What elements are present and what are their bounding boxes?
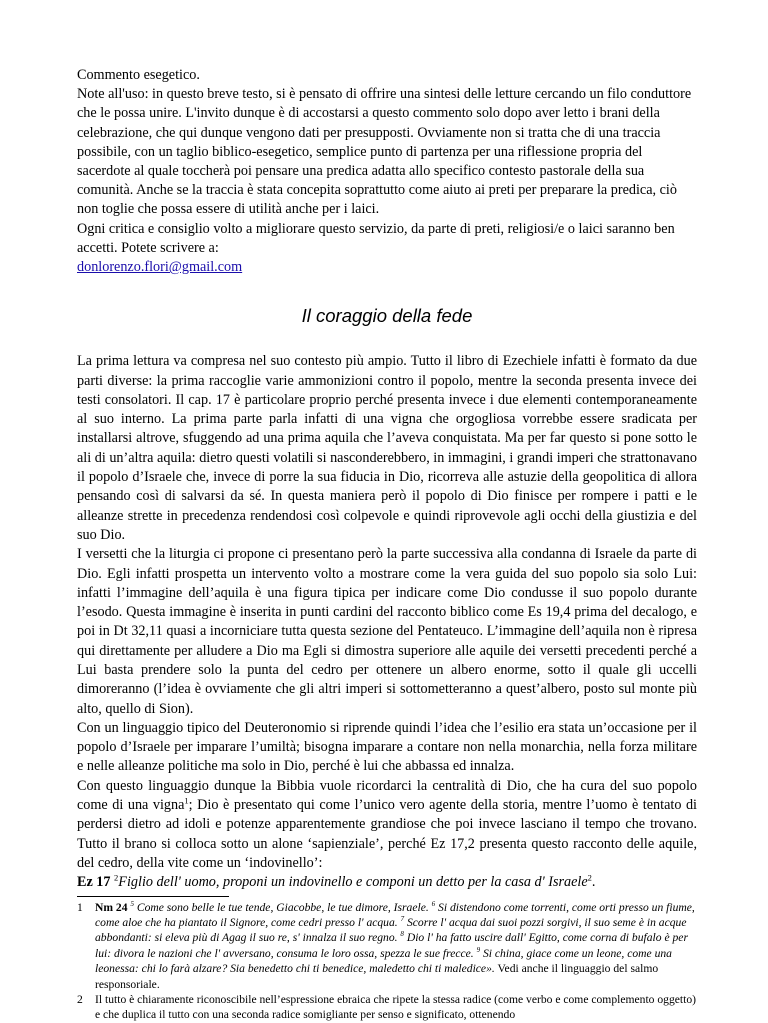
quote-text: Figlio dell' uomo, proponi un indovinello e componi un detto per la casa d' Israele	[118, 874, 588, 891]
footnote-ref-1[interactable]: 1	[184, 795, 189, 806]
email-link[interactable]: donlorenzo.flori@gmail.com	[77, 259, 243, 276]
document-page	[77, 66, 697, 1023]
quote-reference: Ez 17	[77, 874, 111, 891]
footnote-1: 1 Nm 24 $^5$ Come sono belle le tue tende, Giacobbe, le tue dimore, Israele. $^6$ Si distendono come torrenti, come orti presso un fiume, come aloe che ha piantato il Signore, come cedri presso l' acqua. $^7$ Scorre l' acqua dai suoi pozzi sorgivi, il suo seme è in acque abbondanti: si eleva più di Agag il suo re, s' innalza il suo regno. $^8$ Dio l' ha fatto uscire dall' Egitto, come corna di bufalo è per lui: divora le nazioni che l' avversano, consuma le loro ossa, spezza le sue frecce. $^9$ Si china, giace come un leone, come una leonessa: chi lo farà alzare? Sia benedetto chi ti benedice, maledetto chi ti maledice». Vedi anche il linguaggio del salmo responsoriale.	[77, 899, 695, 991]
note-text: Note all'uso: in questo breve testo, si è pensato di offrire una sintesi delle letture cercando un filo conduttore che le possa unire. L'invito dunque è di accostarsi a questo commento solo dopo aver letto i brani della celebrazione, che qui dunque vengono dati per presupposti. Ovviamente non si tratta che di una traccia possibile, con un taglio biblico-esegetico, semplice punto di partenza per una riflessione propria del sacerdote al quale toccherà poi pensare una predica adatta allo specifico contesto pastorale della sua comunità. Anche se la traccia è stata concepita soprattutto come aiuto ai preti per preparare la predica, ciò non toglie che possa essere di utilità anche per i laici.	[77, 86, 692, 218]
paragraph-2: I versetti che la liturgia ci propone ci presentano però la parte successiva alla condanna di Israele da parte di Dio. Egli infatti prospetta un intervento volto a mostrare come la vera guida del suo popolo sia solo Lui: infatti l’immagine dell’aquila è una figura tipica per indicare come Dio condusse il suo popolo durante l’esodo. Questa immagine è inserita in punti cardini del racconto biblico come Es 19,4 prima del decalogo, e poi in Dt 32,11 quasi a incorniciare tutta questa sezione del Pentateuco. L’immagine dell’aquila non è ripresa qui direttamente per alludere a Dio ma Egli si dimostra superiore alle aquile dei versetti precedenti perché a Lui basta prendere solo la punta del cedro per ottenere un albero enorme, sotto il quale gli uccelli dimoreranno (l’idea è ovviamente che gli altri imperi si sottometteranno a quest’albero, posto sul monte più alto, quello di Sion).	[77, 546, 697, 717]
usage-note	[77, 66, 697, 277]
paragraph-4: Con questo linguaggio dunque la Bibbia vuole ricordarci la centralità di Dio, che ha cura del suo popolo come di una vigna$^1$; Dio è presentato qui come l’unico vero agente della storia, mentre l’uomo è tentato di perdersi dietro ad idoli e potenze apparentemente grandiose che poi invece lasciano il tempo che trovano. Tutto il brano si colloca sotto un alone ‘sapienziale’, perché Ez 17,2 presenta questo racconto delle aquile, del cedro, della vite come un ‘indovinello’:	[77, 777, 697, 871]
commentary-body	[77, 352, 697, 892]
paragraph-3: Con un linguaggio tipico del Deuteronomio si riprende quindi l’idea che l’esilio era stata un’occasione per il popolo d’Israele per imparare l’umiltà; bisogna imparare a contare non nella monarchia, nella forza militare e nelle alleanze politiche ma solo in Dio, perché è lui che abbassa ed innalza.	[77, 719, 697, 775]
footnote-ref-2[interactable]: 2	[587, 872, 592, 883]
note-contact: Ogni critica e consiglio volto a migliorare questo servizio, da parte di preti, religiosi/e o laici saranno ben accetti. Potete scrivere a:	[77, 220, 675, 256]
paragraph-1: La prima lettura va compresa nel suo contesto più ampio. Tutto il libro di Ezechiele infatti è formato da due parti diverse: la prima raccoglie varie ammonizioni contro il popolo, mentre la seconda presenta invece dei testi consolatori. Il cap. 17 è particolare proprio perché presenta invece i due elementi contemporaneamente al suo interno. La prima parte parla infatti di una vigna che orgogliosa vorrebbe essere sradicata per installarsi altrove, sfuggendo ad una prima aquila che l’aveva conquistata. Ma per far questo si pone sotto le ali di un’altra aquila: dietro questi volatili si nasconderebbero, in immagini, i grandi imperi che strattonavano il popolo d’Israele che, invece di porre la sua fiducia in Dio, ricorreva alle astuzie della geopolitica di allora pensando così di salvarsi da sé. In questa maniera però il popolo di Dio finisce per rompere i patti e le alleanze strette in precedenza rendendosi così colpevole e quindi riprovevole agli occhi della giustizia e del suo Dio.	[77, 353, 697, 543]
footnote-2: 2 Il tutto è chiaramente riconoscibile nell’espressione ebraica che ripete la stessa radice (come verbo e come complemento oggetto) e che duplica il tutto con una seconda radice somigliante per senso e significato, ottenendo	[77, 992, 697, 1022]
scripture-quote: Ez 17 $^2$Figlio dell' uomo, proponi un indovinello e componi un detto per la casa d' Israele$^2$.	[77, 872, 596, 891]
footnote-separator	[77, 896, 229, 897]
note-heading: Commento esegetico.	[77, 67, 200, 83]
page-title: Il coraggio della fede	[301, 305, 473, 327]
